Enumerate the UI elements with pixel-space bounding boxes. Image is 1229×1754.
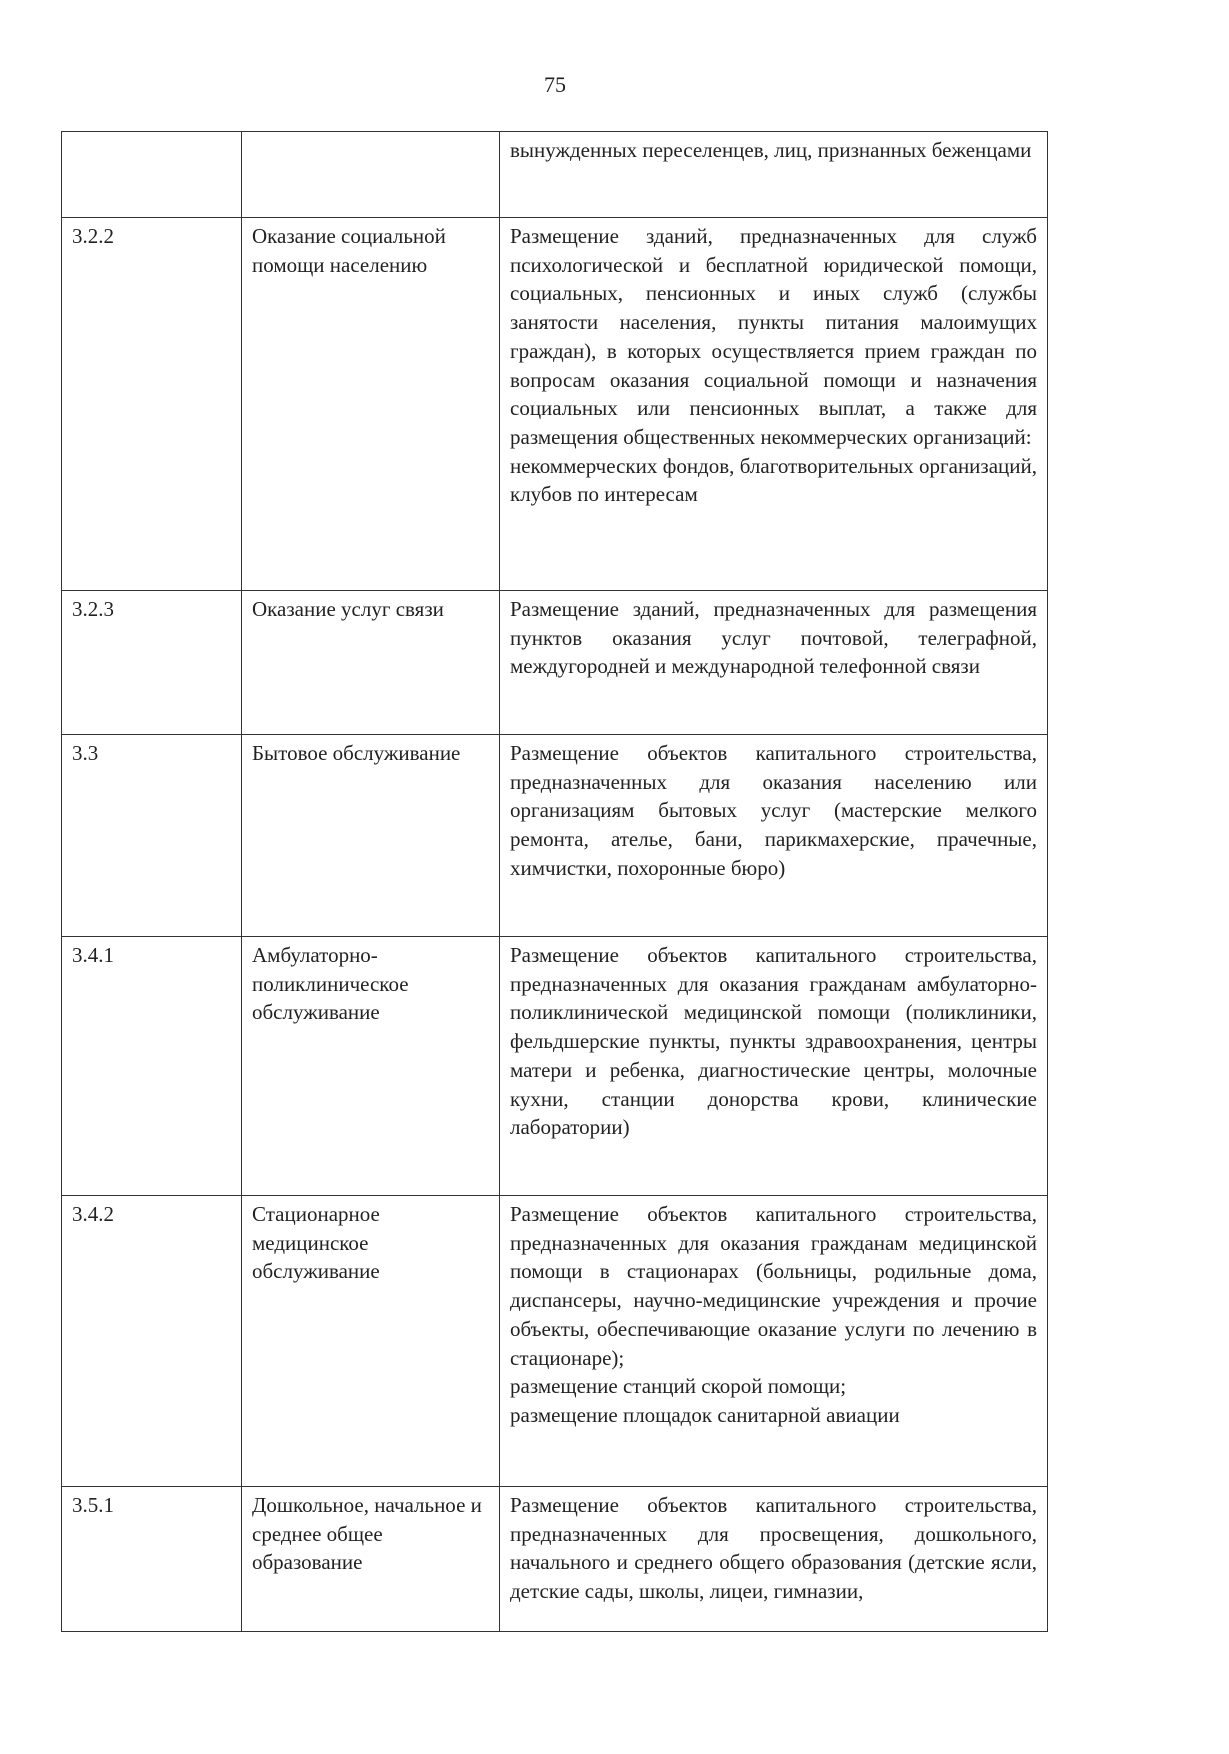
row-description — [500, 1196, 1048, 1487]
description-paragraph: Размещение зданий, предназначенных для размещения пунктов оказания услуг почтовой, телеграфной, междугородней и международной телефонной связи — [510, 597, 1037, 679]
table-row — [62, 1196, 1048, 1487]
table-row — [62, 735, 1048, 937]
row-description — [500, 218, 1048, 591]
row-description — [500, 132, 1048, 218]
description-paragraph: Размещение зданий, предназначенных для служб психологической и бесплатной юридической помощи, социальных, пенсионных и иных служб (службы занятости населения, пункты питания малоимущих граждан), в которых осуществляется прием граждан по вопросам оказания социальной помощи и назначения социальных или пенсионных выплат, а также для размещения общественных некоммерческих организаций: — [510, 224, 1037, 449]
row-name: Амбулаторно-поликлиническое обслуживание — [242, 937, 500, 1196]
row-code: 3.2.2 — [62, 218, 242, 591]
table-row — [62, 218, 1048, 591]
row-name: Оказание социальной помощи населению — [242, 218, 500, 591]
row-name: Стационарное медицинское обслуживание — [242, 1196, 500, 1487]
row-code: 3.4.2 — [62, 1196, 242, 1487]
land-use-table — [61, 131, 1048, 1632]
row-description — [500, 735, 1048, 937]
row-name: Оказание услуг связи — [242, 591, 500, 735]
row-name: Бытовое обслуживание — [242, 735, 500, 937]
description-paragraph: вынужденных переселенцев, лиц, признанных беженцами — [510, 138, 1032, 162]
description-paragraph: размещение станций скорой помощи; — [510, 1374, 847, 1399]
row-description — [500, 937, 1048, 1196]
row-description — [500, 591, 1048, 735]
description-paragraph: Размещение объектов капитального строительства, предназначенных для оказания гражданам медицинской помощи в стационарах (больницы, родильные дома, диспансеры, научно-медицинские учреждения и прочие объекты, обеспечивающие оказание услуги по лечению в стационаре); — [510, 1202, 1037, 1370]
table-body — [62, 132, 1048, 1632]
description-paragraph: размещение площадок санитарной авиации — [510, 1402, 900, 1427]
row-code: 3.4.1 — [62, 937, 242, 1196]
description-paragraph: Размещение объектов капитального строительства, предназначенных для оказания населению или организациям бытовых услуг (мастерские мелкого ремонта, ателье, бани, парикмахерские, прачечные, химчистки, похоронные бюро) — [510, 741, 1037, 880]
row-description — [500, 1487, 1048, 1632]
table-row — [62, 1487, 1048, 1632]
table-row — [62, 937, 1048, 1196]
description-paragraph: Размещение объектов капитального строительства, предназначенных для оказания гражданам амбулаторно-поликлинической медицинской помощи (поликлиники, фельдшерские пункты, пункты здравоохранения, центры матери и ребенка, диагностические центры, молочные кухни, станции донорства крови, клинические лаборатории) — [510, 943, 1037, 1140]
row-code — [62, 132, 242, 218]
row-code: 3.2.3 — [62, 591, 242, 735]
row-name: Дошкольное, начальное и среднее общее образование — [242, 1487, 500, 1632]
row-name — [242, 132, 500, 218]
description-paragraph: некоммерческих фондов, благотворительных организаций, клубов по интересам — [510, 453, 1037, 507]
table-row — [62, 132, 1048, 218]
description-paragraph: Размещение объектов капитального строительства, предназначенных для просвещения, дошкольного, начального и среднего общего образования (детские ясли, детские сады, школы, лицеи, гимназии, — [510, 1493, 1037, 1604]
row-code: 3.3 — [62, 735, 242, 937]
page-number: 75 — [544, 72, 566, 97]
table-row — [62, 591, 1048, 735]
row-code: 3.5.1 — [62, 1487, 242, 1632]
